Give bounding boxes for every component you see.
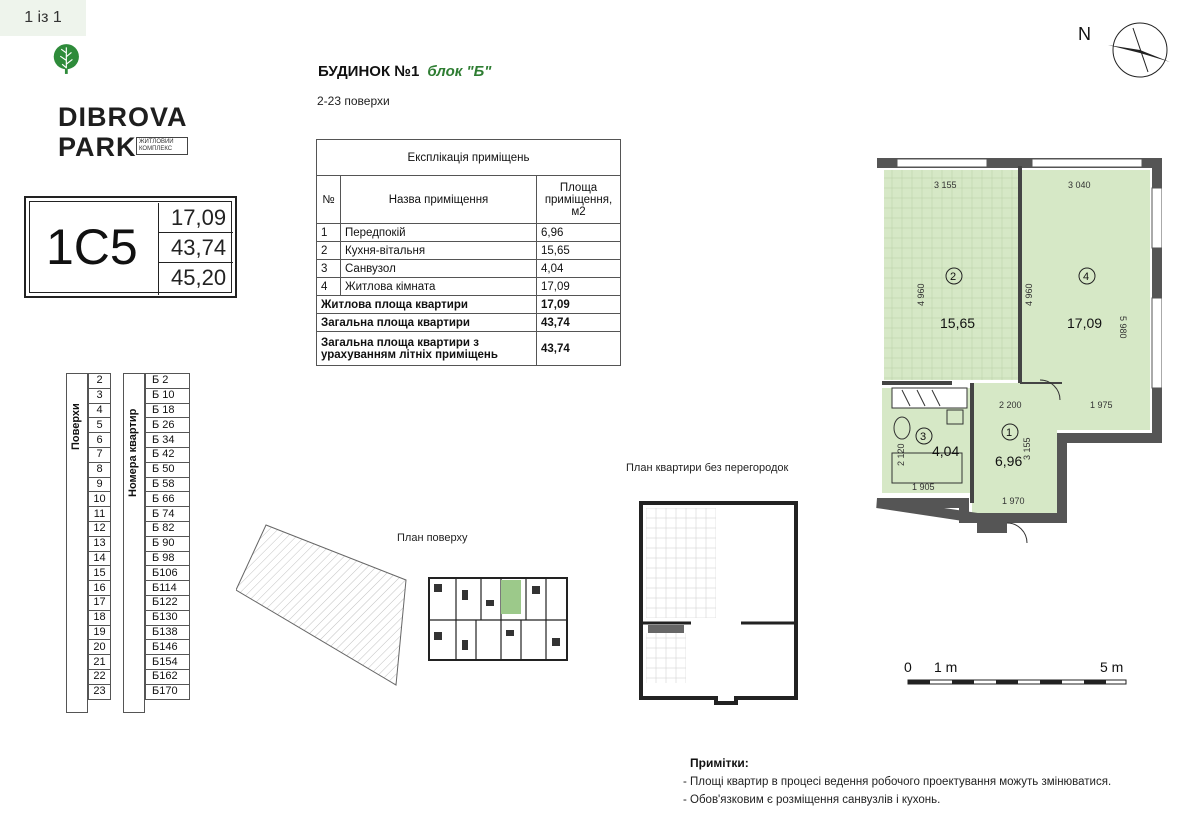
room-area: 4,04: [932, 443, 960, 459]
room-area: 17,09: [1067, 315, 1103, 331]
total-row: Житлова площа квартири 17,09: [317, 296, 621, 314]
dimension-label: 3 040: [1068, 180, 1091, 190]
scale-label-zero: 0: [904, 659, 912, 675]
open-plan-drawing: [636, 498, 806, 713]
total-area-summer-value: 45,20: [171, 265, 227, 290]
apartment-number-cell: Б138: [146, 625, 190, 640]
apartment-number-cell: Б 26: [146, 418, 190, 433]
floor-cell: 13: [89, 536, 111, 551]
apartment-plan: [872, 158, 1162, 548]
apartment-number-cell: Б 50: [146, 462, 190, 477]
floor-plan-drawing: [236, 520, 572, 690]
apartment-number-cell: Б114: [146, 581, 190, 596]
floors-column: [88, 373, 111, 700]
room-number: 1: [1006, 427, 1013, 439]
apartment-numbers-label: Номера квартир: [127, 408, 139, 497]
floor-cell: 18: [89, 610, 111, 625]
tree-logo-icon: [50, 38, 120, 108]
floor-cell: 9: [89, 477, 111, 492]
no-walls-plan-caption: План квартири без перегородок: [626, 462, 789, 474]
note-item: - Площі квартир в процесі ведення робочого проектування можуть змінюватися.: [683, 776, 1112, 788]
apartment-number-cell: Б 34: [146, 433, 190, 448]
apartment-number-cell: Б 2: [146, 374, 190, 389]
dimension-label: 4 960: [1024, 283, 1034, 306]
floor-cell: 12: [89, 521, 111, 536]
dimension-label: 3 155: [1022, 437, 1032, 460]
header-area: Площа приміщення, м2: [537, 176, 621, 224]
table-row: 1 Передпокій 6,96: [317, 224, 621, 242]
dimension-label: 3 155: [934, 180, 957, 190]
floor-cell: 5: [89, 418, 111, 433]
table-row: 2 Кухня-вітальня 15,65: [317, 242, 621, 260]
apartment-number-cell: Б146: [146, 640, 190, 655]
note-item: - Обов'язковим є розміщення санвузлів і кухонь.: [683, 794, 941, 806]
floor-cell: 20: [89, 640, 111, 655]
floor-cell: 16: [89, 581, 111, 596]
floor-cell: 15: [89, 566, 111, 581]
room-number: 2: [950, 271, 957, 283]
dimension-label: 1 970: [1002, 496, 1025, 506]
apartment-numbers-column: [145, 373, 190, 700]
living-area-value: 17,09: [159, 203, 233, 233]
apartment-number-cell: Б 10: [146, 388, 190, 403]
apartment-areas: [158, 203, 232, 295]
table-row: 3 Санвузол 4,04: [317, 260, 621, 278]
total-area-value: 43,74: [159, 233, 233, 263]
dimension-label: 1 905: [912, 482, 935, 492]
apartment-number-cell: Б170: [146, 684, 190, 699]
floor-cell: 8: [89, 462, 111, 477]
apartment-number-cell: Б 90: [146, 536, 190, 551]
floor-cell: 10: [89, 492, 111, 507]
scale-label-five: 5 m: [1100, 659, 1124, 675]
floor-cell: 17: [89, 595, 111, 610]
notes-title: Примітки:: [690, 756, 749, 770]
apartment-number-cell: Б154: [146, 655, 190, 670]
apartment-number-cell: Б162: [146, 669, 190, 684]
floors-range: 2-23 поверхи: [317, 94, 390, 108]
page-indicator: 1 із 1: [0, 0, 86, 36]
dimension-label: 2 200: [999, 400, 1022, 410]
apartment-number-cell: Б106: [146, 566, 190, 581]
floor-cell: 22: [89, 669, 111, 684]
building-number: БУДИНОК №1: [318, 63, 420, 80]
floor-cell: 21: [89, 655, 111, 670]
floor-cell: 6: [89, 433, 111, 448]
scale-label-one: 1 m: [934, 659, 958, 675]
apartment-number-cell: Б 82: [146, 521, 190, 536]
total-row: Загальна площа квартири з урахуванням літніх приміщень 43,74: [317, 332, 621, 366]
apartment-code: 1С5: [46, 219, 138, 275]
scale-bar: [904, 658, 1134, 698]
apartment-number-cell: Б122: [146, 595, 190, 610]
logo-text-line2: PARK: [58, 132, 137, 162]
room-number: 3: [920, 431, 927, 443]
building-block: блок "Б": [427, 63, 492, 80]
apartment-number-cell: Б 42: [146, 447, 190, 462]
table-row: 4 Житлова кімната 17,09: [317, 278, 621, 296]
building-title: [318, 63, 491, 80]
total-row: Загальна площа квартири 43,74: [317, 314, 621, 332]
room-area: 6,96: [995, 453, 1023, 469]
dimension-label: 1 975: [1090, 400, 1113, 410]
floor-cell: 11: [89, 507, 111, 522]
logo-subtitle: ЖИТЛОВИЙ КОМПЛЕКС: [136, 137, 188, 155]
logo-text-line1: DIBROVA: [58, 102, 188, 132]
header-num: №: [317, 176, 341, 224]
floor-cell: 4: [89, 403, 111, 418]
dimension-label: 2 120: [896, 443, 906, 466]
floor-cell: 23: [89, 684, 111, 699]
apartment-number-cell: Б 98: [146, 551, 190, 566]
room-area: 15,65: [940, 315, 976, 331]
floor-cell: 14: [89, 551, 111, 566]
floor-cell: 19: [89, 625, 111, 640]
apartment-number-cell: Б 18: [146, 403, 190, 418]
floor-cell: 2: [89, 374, 111, 389]
apartment-number-cell: Б 74: [146, 507, 190, 522]
floors-label: Поверхи: [70, 403, 82, 450]
compass-north-label: N: [1078, 24, 1091, 44]
floor-cell: 7: [89, 447, 111, 462]
floor-plan-caption: План поверху: [397, 532, 468, 544]
compass-icon: [1078, 20, 1178, 90]
explication-caption: Експлікація приміщень: [317, 140, 621, 176]
explication-table: [316, 139, 621, 366]
dimension-label: 5 980: [1118, 316, 1128, 339]
apartment-number-cell: Б130: [146, 610, 190, 625]
dimension-label: 4 960: [916, 283, 926, 306]
apartment-number-cell: Б 66: [146, 492, 190, 507]
apartment-number-cell: Б 58: [146, 477, 190, 492]
header-name: Назва приміщення: [341, 176, 537, 224]
floor-cell: 3: [89, 388, 111, 403]
room-number: 4: [1083, 271, 1090, 283]
